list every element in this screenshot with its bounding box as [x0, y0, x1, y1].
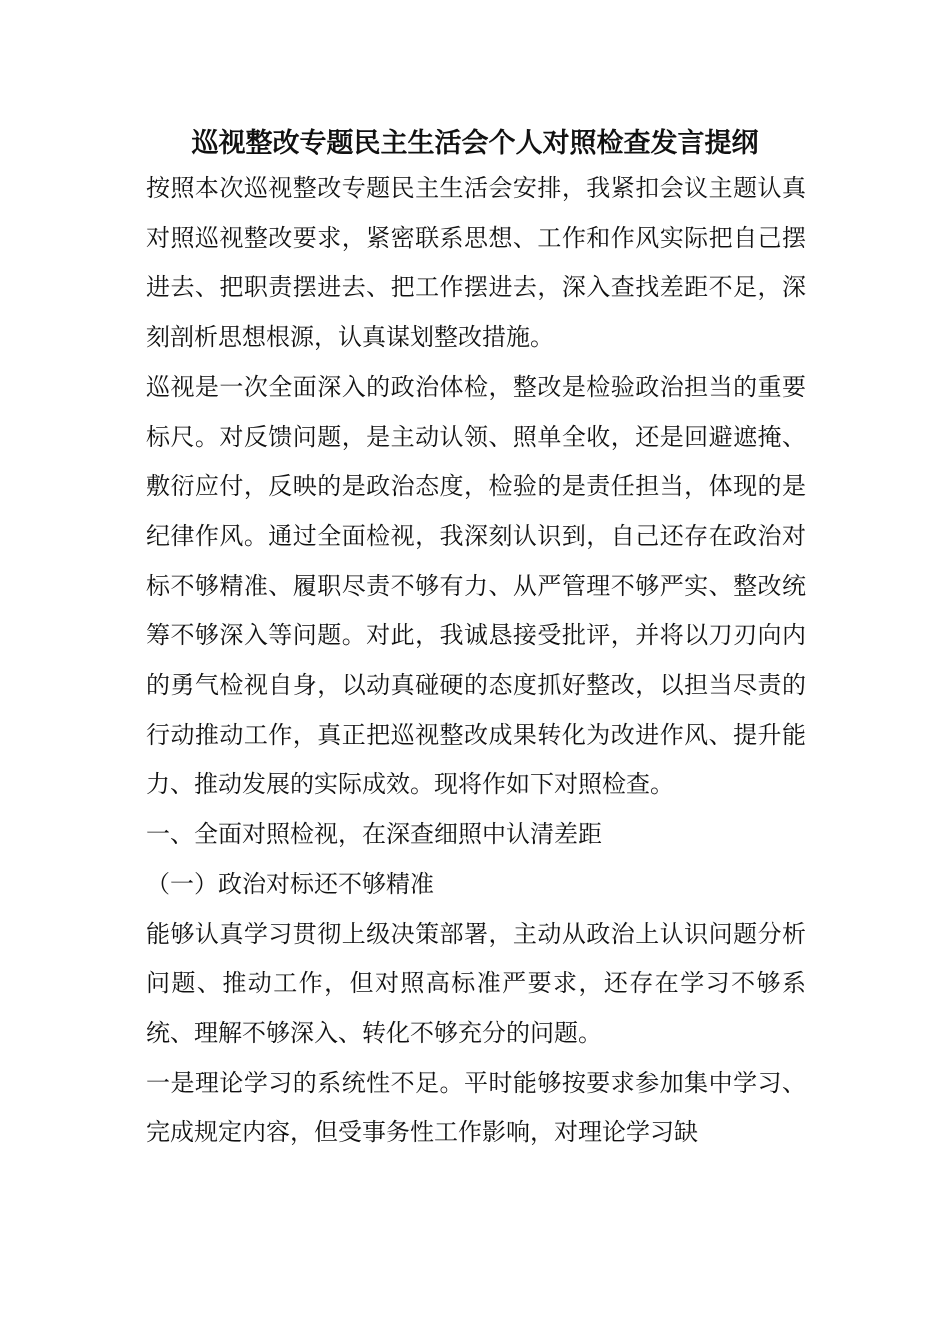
document-title: 巡视整改专题民主生活会个人对照检查发言提纲	[191, 128, 759, 159]
paragraph-point-1: 一是理论学习的系统性不足。平时能够按要求参加集中学习、完成规定内容，但受事务性工作影响，对理论学习缺	[146, 1068, 806, 1147]
paragraph-subsection-1: 能够认真学习贯彻上级决策部署，主动从政治上认识问题分析问题、推动工作，但对照高标准严要求，还存在学习不够系统、理解不够深入、转化不够充分的问题。	[146, 919, 806, 1047]
paragraph-intro: 按照本次巡视整改专题民主生活会安排，我紧扣会议主题认真对照巡视整改要求，紧密联系思想、工作和作风实际把自己摆进去、把职责摆进去、把工作摆进去，深入查找差距不足，深刻剖析思想根源，认真谋划整改措施。	[146, 174, 806, 352]
document-body	[146, 164, 806, 1158]
section-heading-1: 一、全面对照检视，在深查细照中认清差距	[146, 820, 602, 849]
subsection-heading-1: （一）政治对标还不够精准	[146, 869, 434, 898]
paragraph-background: 巡视是一次全面深入的政治体检，整改是检验政治担当的重要标尺。对反馈问题，是主动认领、照单全收，还是回避遮掩、敷衍应付，反映的是政治态度，检验的是责任担当，体现的是纪律作风。通过全面检视，我深刻认识到，自己还存在政治对标不够精准、履职尽责不够有力、从严管理不够严实、整改统筹不够深入等问题。对此，我诚恳接受批评，并将以刀刃向内的勇气检视自身，以动真碰硬的态度抓好整改，以担当尽责的行动推动工作，真正把巡视整改成果转化为改进作风、提升能力、推动发展的实际成效。现将作如下对照检查。	[146, 372, 806, 799]
